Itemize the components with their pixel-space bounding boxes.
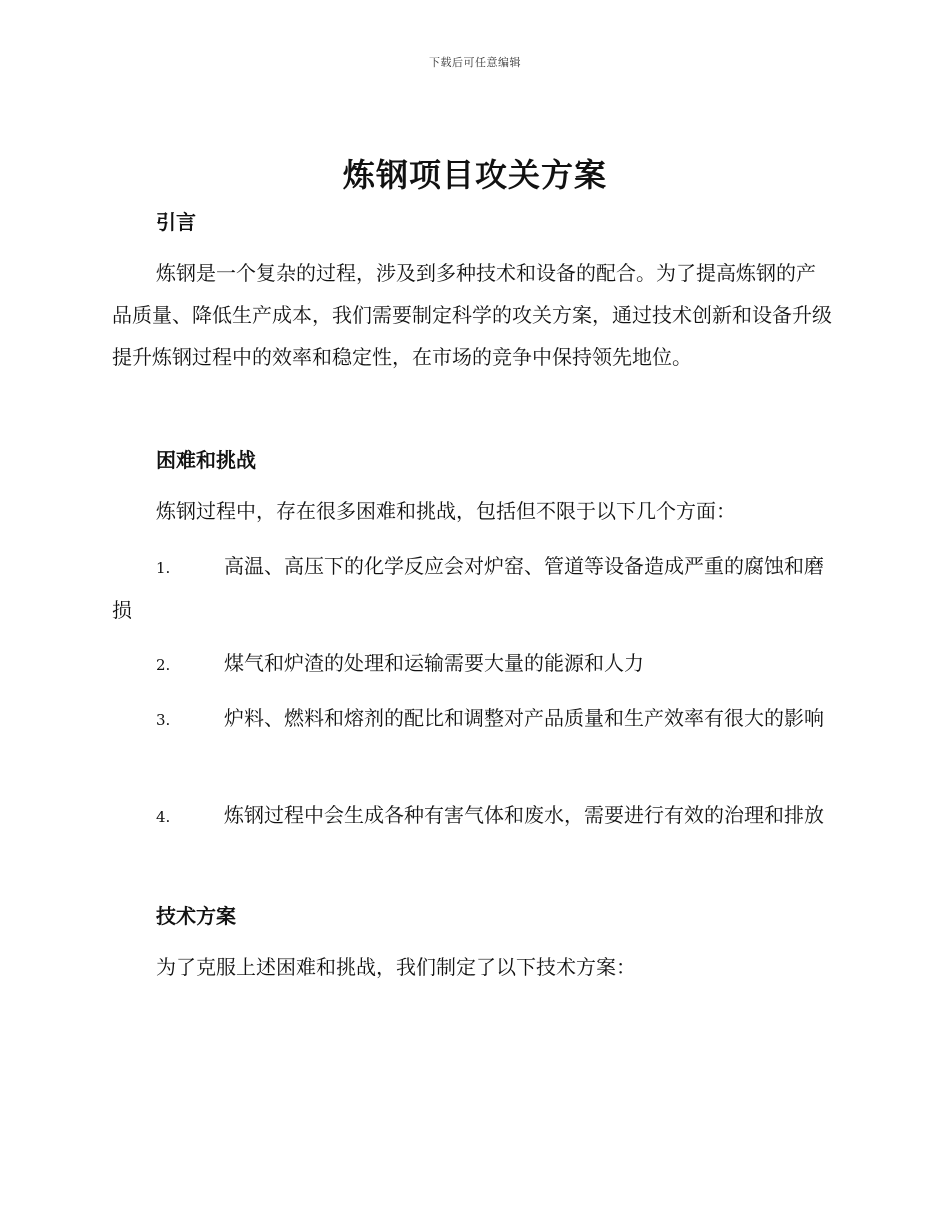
list-item-4 [112, 794, 834, 838]
section-heading-introduction: 引言 [156, 210, 196, 234]
challenges-paragraph: 炼钢过程中，存在很多困难和挑战，包括但不限于以下几个方面： [156, 499, 736, 523]
technical-plan-paragraph: 为了克服上述困难和挑战，我们制定了以下技术方案： [156, 955, 636, 979]
list-number: 4. [156, 808, 171, 826]
list-text: 煤气和炉渣的处理和运输需要大量的能源和人力 [224, 651, 644, 675]
introduction-paragraph: 炼钢是一个复杂的过程，涉及到多种技术和设备的配合。为了提高炼钢的产品质量、降低生产成本，我们需要制定科学的攻关方案，通过技术创新和设备升级提升炼钢过程中的效率和稳定性，在市场的竞争中保持领先地位。 [112, 261, 832, 369]
list-text: 炉料、燃料和熔剂的配比和调整对产品质量和生产效率有很大的影响 [224, 706, 824, 730]
list-number: 2. [156, 656, 171, 674]
list-text: 炼钢过程中会生成各种有害气体和废水，需要进行有效的治理和排放 [224, 803, 824, 827]
list-item-2 [112, 642, 834, 686]
section-heading-challenges: 困难和挑战 [156, 448, 256, 472]
list-item-1 [112, 545, 834, 631]
list-number: 3. [156, 711, 171, 729]
section-heading-technical-plan: 技术方案 [156, 904, 236, 928]
list-item-3 [112, 697, 834, 741]
list-number: 1. [156, 559, 171, 577]
page-header-note: 下载后可任意编辑 [429, 56, 521, 69]
document-title: 炼钢项目攻关方案 [342, 156, 607, 194]
list-text: 高温、高压下的化学反应会对炉窑、管道等设备造成严重的腐蚀和磨损 [112, 554, 824, 622]
